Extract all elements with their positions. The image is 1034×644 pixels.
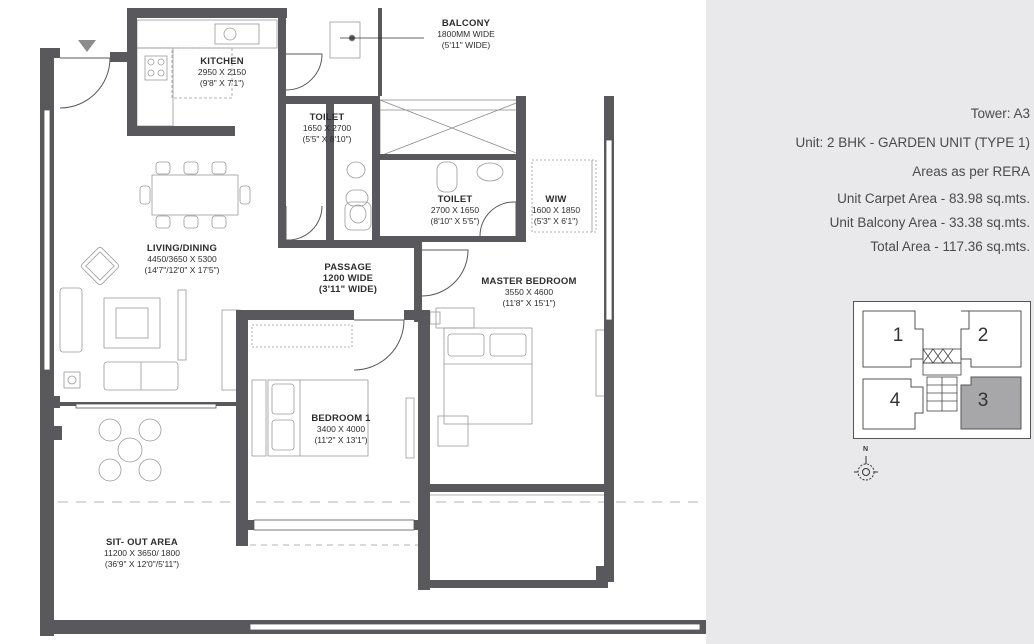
unit-label: Unit: 2 BHK - GARDEN UNIT (TYPE 1) bbox=[795, 135, 1030, 150]
dining-table bbox=[152, 175, 238, 215]
balcony-area: Unit Balcony Area - 33.38 sq.mts. bbox=[829, 215, 1030, 230]
sitout-table-set bbox=[99, 419, 161, 481]
room-label-master-bedroom: MASTER BEDROOM 3550 X 4600 (11'8" X 15'1") bbox=[481, 276, 577, 308]
side-table bbox=[64, 372, 80, 388]
room-label-living-dining: LIVING/DINING 4450/3650 X 5300 (14'7"/12'0" X 17'5") bbox=[144, 243, 220, 275]
toilet2-basin bbox=[477, 163, 503, 181]
total-area: Total Area - 117.36 sq.mts. bbox=[870, 239, 1030, 254]
entry-arrow-icon bbox=[78, 40, 96, 52]
bedroom1-wardrobe bbox=[252, 325, 352, 347]
room-label-sit-out-area: SIT- OUT AREA 11200 X 3650/ 1800 (36'9" X 12'0"/5'11") bbox=[104, 537, 180, 569]
entry-door bbox=[60, 58, 110, 108]
room-label-balcony: BALCONY 1800MM WIDE (5'11" WIDE) bbox=[437, 18, 495, 50]
toilet1-wc bbox=[347, 162, 365, 178]
balcony-washer bbox=[330, 22, 360, 58]
sofa bbox=[60, 288, 82, 352]
compass-icon bbox=[852, 448, 880, 484]
carpet-area: Unit Carpet Area - 83.98 sq.mts. bbox=[837, 191, 1030, 206]
kitchen-sink bbox=[215, 24, 259, 44]
toilet2-door bbox=[480, 202, 516, 236]
tower-label: Tower: A3 bbox=[970, 106, 1030, 121]
kitchen-door bbox=[286, 54, 322, 90]
block-label-3: 3 bbox=[977, 390, 989, 411]
toilet2-wc bbox=[437, 162, 457, 192]
kitchen-hob bbox=[145, 56, 167, 80]
room-label-bedroom-1: BEDROOM 1 3400 X 4000 (11'2" X 13'1") bbox=[311, 413, 371, 445]
key-plan-drawing bbox=[853, 301, 1031, 439]
room-label-toilet-1: TOILET 1650 X 2700 (5'5" X 8'10") bbox=[302, 112, 352, 144]
room-label-passage: PASSAGE 1200 WIDE (3'11" WIDE) bbox=[318, 262, 378, 295]
bedroom1-door bbox=[354, 320, 404, 370]
block-label-4: 4 bbox=[889, 390, 901, 411]
master-chair bbox=[438, 416, 468, 446]
room-label-kitchen: KITCHEN 2950 X 2150 (9'8" X 7'1") bbox=[197, 56, 247, 88]
bedroom1-headboard bbox=[252, 380, 266, 456]
areas-heading: Areas as per RERA bbox=[912, 164, 1030, 179]
balcony-shaft bbox=[380, 100, 524, 156]
room-label-wiw: WIW 1600 X 1850 (5'3" X 6'1") bbox=[531, 194, 581, 226]
bedroom1-desk bbox=[406, 398, 414, 458]
tv-unit bbox=[178, 290, 186, 360]
key-block-2 bbox=[961, 311, 1021, 367]
key-plan bbox=[853, 301, 1031, 439]
sink-bowl bbox=[224, 28, 236, 40]
room-label-toilet-2: TOILET 2700 X 1650 (8'10" X 5'5") bbox=[430, 194, 480, 226]
master-nightstand bbox=[436, 308, 474, 328]
kitchen-counter-side bbox=[137, 48, 173, 126]
block-label-2: 2 bbox=[977, 325, 989, 346]
master-door bbox=[422, 250, 468, 296]
toilet1-door bbox=[286, 206, 322, 240]
coffee-table bbox=[104, 298, 160, 348]
master-bed bbox=[444, 328, 532, 424]
key-block-3-highlighted bbox=[961, 377, 1021, 429]
block-label-1: 1 bbox=[892, 325, 904, 346]
compass-north-label: N bbox=[863, 446, 869, 453]
